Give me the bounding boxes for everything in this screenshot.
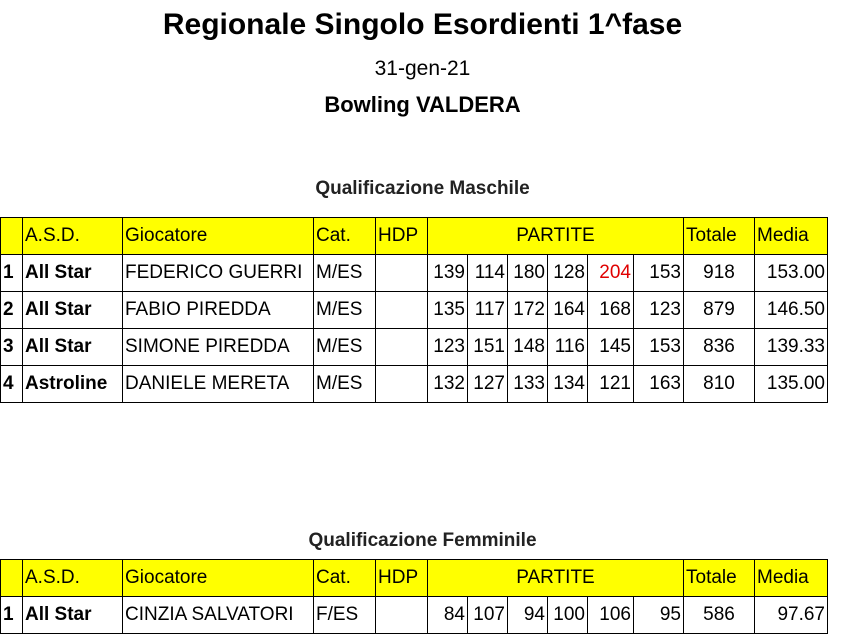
- game-score-cell: 116: [548, 329, 588, 366]
- position-cell: 1: [1, 597, 23, 634]
- page-title: Regionale Singolo Esordienti 1^fase: [162, 8, 683, 41]
- female-results-table: [0, 559, 828, 634]
- asd-cell: Astroline: [23, 366, 123, 403]
- table-row: [1, 597, 828, 634]
- position-cell: 3: [1, 329, 23, 366]
- game-score-cell: 95: [634, 597, 684, 634]
- table-row: [1, 329, 828, 366]
- hdp-header: HDP: [376, 560, 428, 597]
- game-score-cell: 135: [428, 292, 468, 329]
- asd-header: A.S.D.: [23, 218, 123, 255]
- category-cell: M/ES: [314, 329, 376, 366]
- game-score-cell: 134: [548, 366, 588, 403]
- table-header-row: [1, 560, 828, 597]
- table-header-row: [1, 218, 828, 255]
- asd-cell: All Star: [23, 255, 123, 292]
- average-cell: 146.50: [755, 292, 828, 329]
- game-score-cell: 114: [468, 255, 508, 292]
- player-cell: CINZIA SALVATORI: [123, 597, 314, 634]
- asd-cell: All Star: [23, 597, 123, 634]
- game-score-cell: 153: [634, 329, 684, 366]
- total-cell: 918: [684, 255, 755, 292]
- table-row: [1, 255, 828, 292]
- game-score-cell: 100: [548, 597, 588, 634]
- game-score-cell: 180: [508, 255, 548, 292]
- player-cell: SIMONE PIREDDA: [123, 329, 314, 366]
- games-header: PARTITE: [428, 218, 684, 255]
- player-cell: DANIELE MERETA: [123, 366, 314, 403]
- game-score-cell: 84: [428, 597, 468, 634]
- male-results-table: [0, 217, 828, 403]
- cat-header: Cat.: [314, 218, 376, 255]
- game-score-cell: 164: [548, 292, 588, 329]
- game-score-cell: 145: [588, 329, 634, 366]
- avg-header: Media: [755, 218, 828, 255]
- total-header: Totale: [684, 218, 755, 255]
- game-score-cell: 106: [588, 597, 634, 634]
- cat-header: Cat.: [314, 560, 376, 597]
- category-cell: M/ES: [314, 292, 376, 329]
- male-section-heading: Qualificazione Maschile: [315, 178, 530, 199]
- category-cell: M/ES: [314, 366, 376, 403]
- asd-header: A.S.D.: [23, 560, 123, 597]
- total-header: Totale: [684, 560, 755, 597]
- game-score-cell: 107: [468, 597, 508, 634]
- game-score-cell: 172: [508, 292, 548, 329]
- event-date: 31-gen-21: [374, 57, 471, 80]
- player-cell: FABIO PIREDDA: [123, 292, 314, 329]
- hdp-cell: [376, 255, 428, 292]
- game-score-cell: 204: [588, 255, 634, 292]
- average-cell: 139.33: [755, 329, 828, 366]
- game-score-cell: 94: [508, 597, 548, 634]
- game-score-cell: 123: [634, 292, 684, 329]
- asd-cell: All Star: [23, 292, 123, 329]
- venue-name: Bowling VALDERA: [324, 92, 521, 117]
- game-score-cell: 153: [634, 255, 684, 292]
- hdp-header: HDP: [376, 218, 428, 255]
- game-score-cell: 117: [468, 292, 508, 329]
- game-score-cell: 121: [588, 366, 634, 403]
- game-score-cell: 127: [468, 366, 508, 403]
- average-cell: 153.00: [755, 255, 828, 292]
- table-row: [1, 366, 828, 403]
- game-score-cell: 132: [428, 366, 468, 403]
- total-cell: 836: [684, 329, 755, 366]
- hdp-cell: [376, 366, 428, 403]
- hdp-cell: [376, 292, 428, 329]
- asd-cell: All Star: [23, 329, 123, 366]
- position-cell: 4: [1, 366, 23, 403]
- game-score-cell: 139: [428, 255, 468, 292]
- avg-header: Media: [755, 560, 828, 597]
- game-score-cell: 151: [468, 329, 508, 366]
- table-row: [1, 292, 828, 329]
- position-cell: 1: [1, 255, 23, 292]
- pos-header: [1, 560, 23, 597]
- position-cell: 2: [1, 292, 23, 329]
- female-section-heading: Qualificazione Femminile: [308, 530, 537, 551]
- game-score-cell: 133: [508, 366, 548, 403]
- total-cell: 810: [684, 366, 755, 403]
- hdp-cell: [376, 597, 428, 634]
- average-cell: 135.00: [755, 366, 828, 403]
- average-cell: 97.67: [755, 597, 828, 634]
- games-header: PARTITE: [428, 560, 684, 597]
- hdp-cell: [376, 329, 428, 366]
- player-header: Giocatore: [123, 560, 314, 597]
- category-cell: M/ES: [314, 255, 376, 292]
- player-header: Giocatore: [123, 218, 314, 255]
- game-score-cell: 168: [588, 292, 634, 329]
- total-cell: 879: [684, 292, 755, 329]
- total-cell: 586: [684, 597, 755, 634]
- player-cell: FEDERICO GUERRI: [123, 255, 314, 292]
- pos-header: [1, 218, 23, 255]
- game-score-cell: 123: [428, 329, 468, 366]
- game-score-cell: 128: [548, 255, 588, 292]
- game-score-cell: 148: [508, 329, 548, 366]
- category-cell: F/ES: [314, 597, 376, 634]
- game-score-cell: 163: [634, 366, 684, 403]
